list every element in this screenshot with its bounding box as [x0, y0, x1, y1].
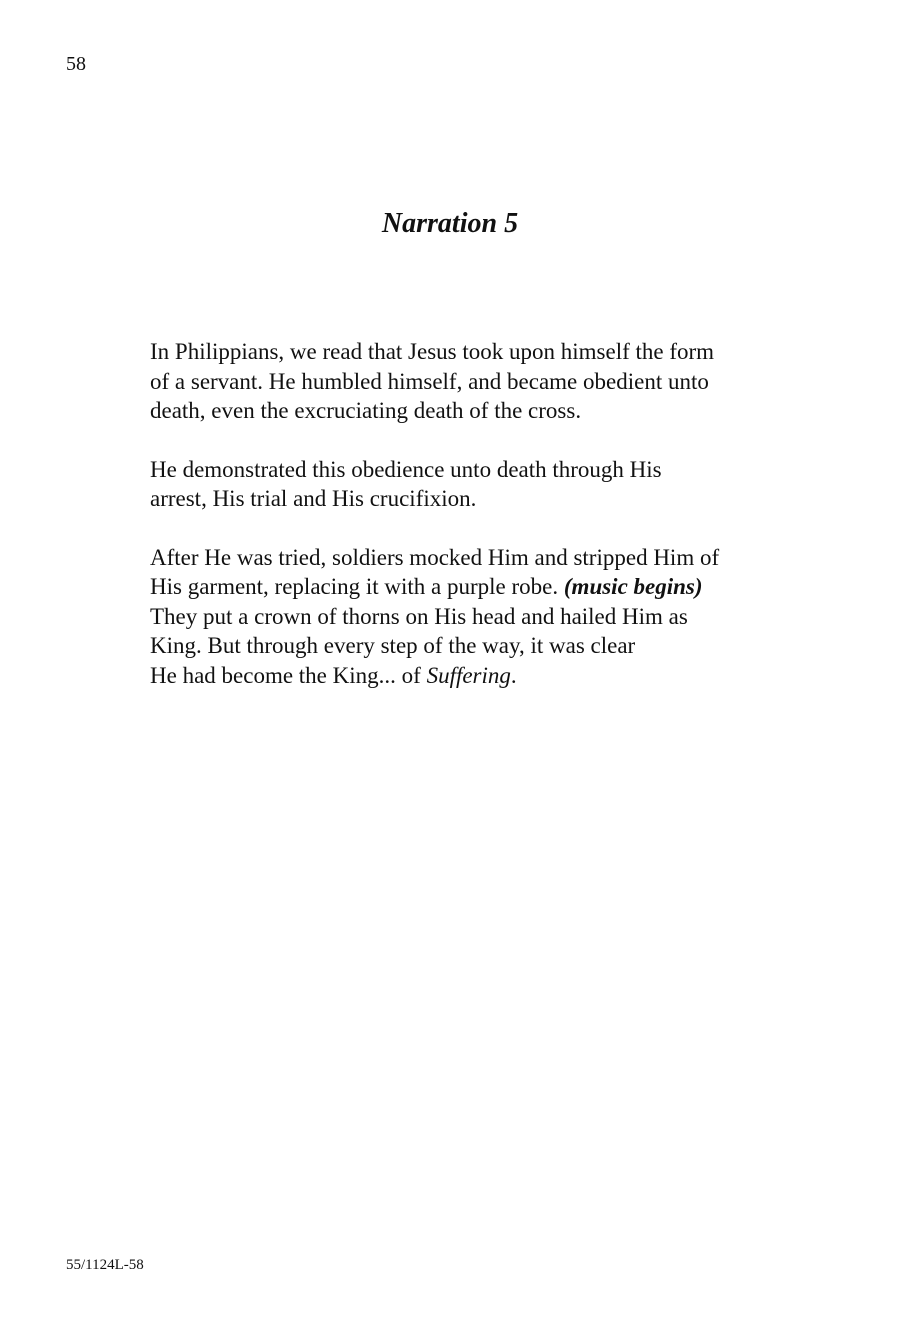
narration-body: [150, 337, 810, 719]
page-title: Narration 5: [381, 208, 519, 239]
text-segment: .: [510, 662, 517, 688]
text-segment: His garment, replacing it with a purple robe.: [150, 574, 564, 599]
text-line: After He was tried, soldiers mocked Him and stripped Him of: [150, 544, 720, 570]
stage-direction: (music begins): [563, 574, 703, 599]
paragraph-1: [150, 337, 810, 426]
text-segment: He had become the King... of: [150, 662, 427, 688]
footer-code: 55/1124L-58: [66, 1257, 144, 1273]
text-line: [150, 572, 810, 602]
text-line: death, even the excruciating death of the cross.: [150, 398, 582, 423]
text-line: of a servant. He humbled himself, and became obedient unto: [150, 368, 709, 394]
text-line: He demonstrated this obedience unto death through His: [150, 456, 662, 482]
text-line: They put a crown of thorns on His head and hailed Him as: [150, 603, 688, 629]
paragraph-3: [150, 543, 810, 691]
text-line: arrest, His trial and His crucifixion.: [150, 486, 477, 511]
text-line: In Philippians, we read that Jesus took upon himself the form: [150, 339, 715, 364]
emphasis-word: Suffering: [426, 662, 511, 688]
text-line: [150, 661, 810, 691]
page-number: 58: [66, 53, 86, 75]
paragraph-2: [150, 455, 810, 514]
text-line: King. But through every step of the way, it was clear: [150, 633, 636, 658]
